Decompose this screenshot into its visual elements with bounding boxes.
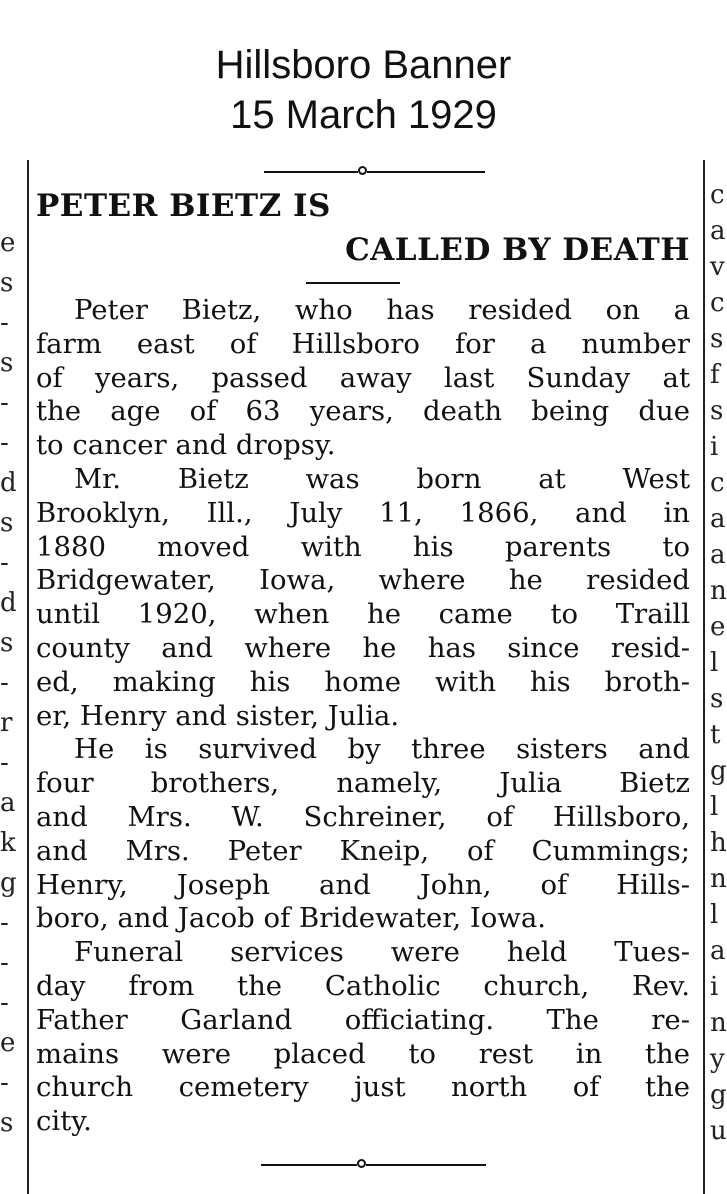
edge-letter-fragment: - [0,748,9,778]
text-line: Brooklyn, Ill., July 11, 1866, and in [36,496,690,529]
edge-letter-fragment: g [710,756,727,786]
text-line: Henry, Joseph and John, of Hills- [36,868,690,901]
edge-letter-fragment: a [710,504,726,534]
edge-letter-fragment: e [0,228,16,258]
text-line: until 1920, when he came to Traill [36,598,690,631]
right-neighbor-column-fragments [710,180,727,1194]
text-line: He is survived by three sisters and [74,733,690,766]
edge-letter-fragment: n [710,864,727,894]
article-body [36,294,690,1139]
publication-date: 15 March 1929 [230,93,497,137]
article-column [36,160,690,1177]
text-line: the age of 63 years, death being due [36,395,690,428]
edge-letter-fragment: s [0,268,14,298]
edge-letter-fragment: t [710,720,721,750]
edge-letter-fragment: g [710,1080,727,1110]
edge-letter-fragment: - [0,948,9,978]
edge-letter-fragment: s [0,1108,14,1138]
edge-letter-fragment: a [710,540,726,570]
headline-line-1: PETER BIETZ IS [36,188,331,224]
edge-letter-fragment: s [710,396,724,426]
edge-letter-fragment: s [710,684,724,714]
edge-letter-fragment: s [0,348,14,378]
edge-letter-fragment: a [710,216,726,246]
article-paragraph [36,463,690,733]
edge-letter-fragment: k [0,828,16,858]
edge-letter-fragment: c [710,288,725,318]
text-line: county and where he has since resid- [36,631,690,664]
text-line: church cemetery just north of the [36,1071,690,1104]
text-line: Peter Bietz, who has resided on a [74,294,690,326]
edge-letter-fragment: l [710,900,719,930]
top-rule-circle [358,166,367,175]
edge-letter-fragment: - [0,388,9,418]
edge-letter-fragment: v [710,252,725,282]
edge-letter-fragment: g [0,868,17,898]
edge-letter-fragment: r [0,708,13,738]
bottom-rule-circle [357,1159,366,1168]
edge-letter-fragment: s [710,324,724,354]
text-line: Funeral services were held Tues- [74,936,690,969]
edge-letter-fragment: - [0,428,9,458]
edge-letter-fragment: d [0,468,17,498]
edge-letter-fragment: c [710,180,725,210]
text-line: Mr. Bietz was born at West [74,462,690,495]
bottom-ornamental-rule [36,1153,690,1177]
edge-letter-fragment: - [0,1068,9,1098]
text-line: ed, making his home with his broth- [36,665,690,698]
text-line: boro, and Jacob of Bridewater, Iowa. [36,902,546,935]
text-line: and Mrs. W. Schreiner, of Hillsboro, [36,800,690,833]
edge-letter-fragment: - [0,908,9,938]
top-rule-right-bar [367,171,485,173]
text-line: er, Henry and sister, Julia. [36,699,400,732]
edge-letter-fragment: n [710,1008,727,1038]
text-line: farm east of Hillsboro for a number [36,327,690,360]
text-line: and Mrs. Peter Kneip, of Cummings; [36,834,690,867]
left-column-rule [27,160,29,1194]
edge-letter-fragment: - [0,308,9,338]
clipping-source-header [0,40,727,140]
text-line: to cancer and dropsy. [36,429,336,462]
newspaper-name: Hillsboro Banner [215,43,512,87]
right-column-rule [703,160,705,1194]
edge-letter-fragment: s [0,628,14,658]
bottom-rule-left-bar [261,1164,357,1166]
article-paragraph [36,936,690,1139]
edge-letter-fragment: a [0,788,16,818]
text-line: day from the Catholic church, Rev. [36,969,690,1002]
edge-letter-fragment: f [710,360,720,390]
text-line: mains were placed to rest in the [36,1037,690,1070]
edge-letter-fragment: l [710,792,719,822]
text-line: four brothers, namely, Julia Bietz [36,767,690,800]
text-line: Father Garland officiating. The re- [36,1003,690,1036]
text-line: 1880 moved with his parents to [36,530,690,563]
left-neighbor-column-fragments [0,228,22,1194]
edge-letter-fragment: e [0,1028,16,1058]
top-rule-left-bar [264,171,358,173]
edge-letter-fragment: a [710,936,726,966]
top-ornamental-rule [36,160,690,184]
article-paragraph [36,294,690,463]
text-line: of years, passed away last Sunday at [36,361,690,394]
headline-divider [306,282,400,284]
edge-letter-fragment: n [710,576,727,606]
edge-letter-fragment: s [0,508,14,538]
edge-letter-fragment: - [0,988,9,1018]
edge-letter-fragment: y [710,1044,725,1074]
edge-letter-fragment: u [710,1116,727,1146]
edge-letter-fragment: i [710,972,719,1002]
edge-letter-fragment: i [710,432,719,462]
text-line: Bridgewater, Iowa, where he resided [36,564,690,597]
edge-letter-fragment: - [0,548,9,578]
edge-letter-fragment: e [710,612,726,642]
edge-letter-fragment: d [0,588,17,618]
edge-letter-fragment: - [0,668,9,698]
text-line: city. [36,1105,92,1138]
edge-letter-fragment: c [710,468,725,498]
edge-letter-fragment: h [710,828,727,858]
article-headline [36,184,690,272]
bottom-rule-right-bar [366,1164,486,1166]
headline-line-2: CALLED BY DEATH [345,232,690,268]
article-paragraph [36,733,690,936]
edge-letter-fragment: l [710,648,719,678]
